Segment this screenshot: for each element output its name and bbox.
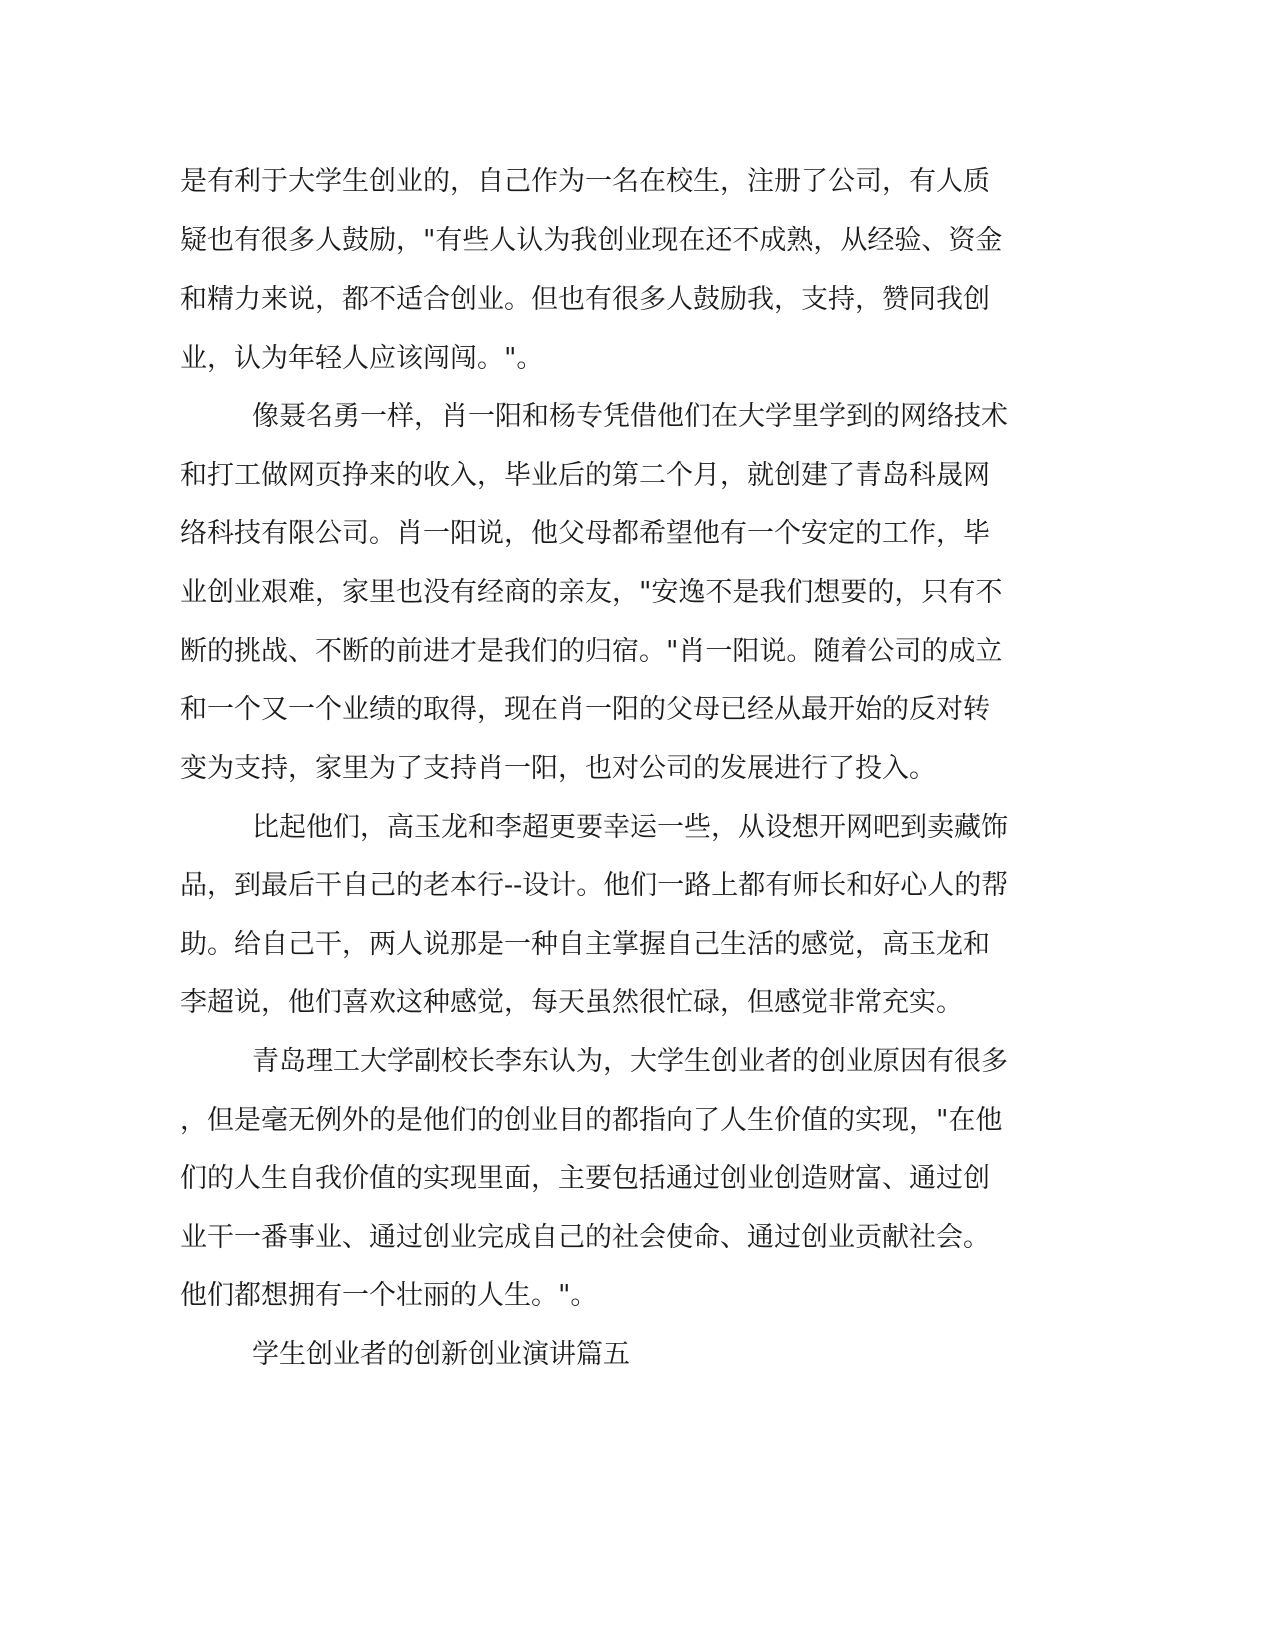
paragraph-line-20: 他们都想拥有一个壮丽的人生。"。	[180, 1280, 598, 1311]
paragraph-line-16: 青岛理工大学副校长李东认为，大学生创业者的创业原因有很多	[252, 1046, 1008, 1077]
paragraph-line-1: 是有利于大学生创业的，自己作为一名在校生，注册了公司，有人质	[180, 166, 990, 197]
paragraph-line-19: 业干一番事业、通过创业完成自己的社会使命、通过创业贡献社会。	[180, 1222, 990, 1253]
paragraph-line-14: 助。给自己干，两人说那是一种自主掌握自己生活的感觉，高玉龙和	[180, 929, 990, 960]
paragraph-line-6: 和打工做网页挣来的收入，毕业后的第二个月，就创建了青岛科晟网	[180, 460, 990, 491]
paragraph-line-5: 像聂名勇一样，肖一阳和杨专凭借他们在大学里学到的网络技术	[252, 401, 1008, 432]
paragraph-line-12: 比起他们，高玉龙和李超更要幸运一些，从设想开网吧到卖藏饰	[252, 812, 1008, 843]
paragraph-line-9: 断的挑战、不断的前进才是我们的归宿。"肖一阳说。随着公司的成立	[180, 636, 1003, 667]
paragraph-line-8: 业创业艰难，家里也没有经商的亲友，"安逸不是我们想要的，只有不	[180, 577, 1003, 608]
paragraph-line-17: ，但是毫无例外的是他们的创业目的都指向了人生价值的实现，"在他	[180, 1105, 1003, 1136]
paragraph-line-2: 疑也有很多人鼓励，"有些人认为我创业现在还不成熟，从经验、资金	[180, 225, 1003, 256]
paragraph-line-4: 业，认为年轻人应该闯闯。"。	[180, 343, 544, 374]
paragraph-line-7: 络科技有限公司。肖一阳说，他父母都希望他有一个安定的工作，毕	[180, 518, 990, 549]
paragraph-line-15: 李超说，他们喜欢这种感觉，每天虽然很忙碌，但感觉非常充实。	[180, 987, 963, 1018]
paragraph-line-3: 和精力来说，都不适合创业。但也有很多人鼓励我，支持，赞同我创	[180, 284, 990, 315]
paragraph-line-10: 和一个又一个业绩的取得，现在肖一阳的父母已经从最开始的反对转	[180, 694, 990, 725]
paragraph-line-13: 品，到最后干自己的老本行--设计。他们一路上都有师长和好心人的帮	[180, 870, 1009, 901]
section-heading: 学生创业者的创新创业演讲篇五	[252, 1339, 630, 1370]
paragraph-line-11: 变为支持，家里为了支持肖一阳，也对公司的发展进行了投入。	[180, 753, 936, 784]
paragraph-line-18: 们的人生自我价值的实现里面，主要包括通过创业创造财富、通过创	[180, 1163, 990, 1194]
